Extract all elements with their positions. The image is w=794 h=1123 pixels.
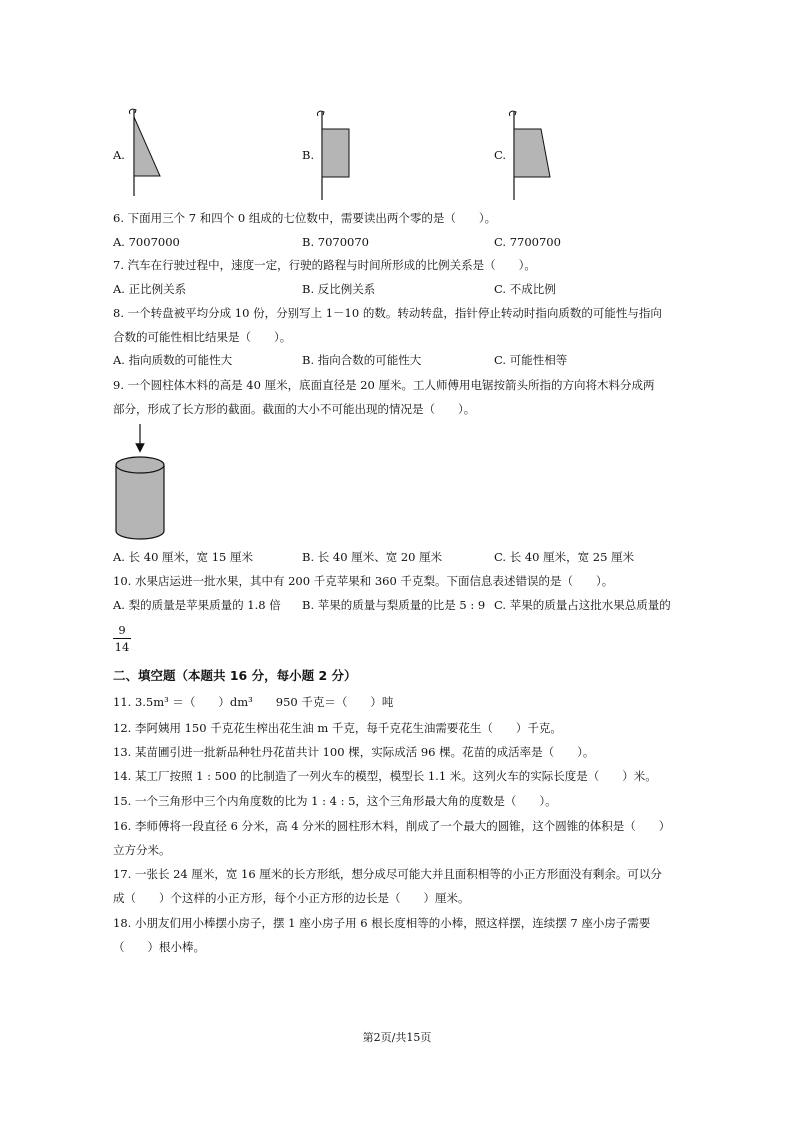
option-a-label: A. <box>113 148 125 162</box>
question-10-option-a: A. 梨的质量是苹果质量的 1.8 倍 <box>113 598 281 612</box>
fraction-numerator: 9 <box>118 623 126 637</box>
fraction-nine-fourteenths <box>113 623 131 654</box>
page-footer: 第2页/共15页 <box>362 1031 432 1044</box>
question-8-option-a: A. 指向质数的可能性大 <box>113 353 233 367</box>
question-6-stem: 6. 下面用三个 7 和四个 0 组成的七位数中，需要读出两个零的是（ ）。 <box>113 211 497 225</box>
option-b-label: B. <box>302 148 315 162</box>
question-9-stem-line2: 部分，形成了长方形的截面。截面的大小不可能出现的情况是（ ）。 <box>113 402 476 416</box>
question-13: 13. 某苗圃引进一批新品种牡丹花苗共计 100 棵，实际成活 96 棵。花苗的成活率是（ ）。 <box>113 745 595 759</box>
question-7-option-a: A. 正比例关系 <box>113 282 187 296</box>
question-9-option-c: C. 长 40 厘米，宽 25 厘米 <box>494 550 635 564</box>
question-7-stem: 7. 汽车在行驶过程中，速度一定，行驶的路程与时间所形成的比例关系是（ ）。 <box>113 258 536 272</box>
question-14: 14. 某工厂按照 1 : 500 的比制造了一列火车的模型，模型长 1.1 米。这列火车的实际长度是（ ）米。 <box>113 769 657 783</box>
question-8-option-c: C. 可能性相等 <box>494 353 568 367</box>
question-16-line2: 立方分米。 <box>113 843 171 857</box>
figure-b-rectangle <box>314 108 364 200</box>
question-8-option-b: B. 指向合数的可能性大 <box>302 353 422 367</box>
question-9-option-a: A. 长 40 厘米，宽 15 厘米 <box>113 550 254 564</box>
question-18-line1: 18. 小朋友们用小棒摆小房子，摆 1 座小房子用 6 根长度相等的小棒，照这样摆，连续摆 7 座小房子需要 <box>113 916 651 930</box>
question-10-option-c: C. 苹果的质量占这批水果总质量的 <box>494 598 671 612</box>
figure-c-trapezoid <box>506 108 566 200</box>
cylinder-figure <box>114 424 170 544</box>
question-15: 15. 一个三角形中三个内角度数的比为 1 : 4 : 5，这个三角形最大角的度数是（ ）。 <box>113 794 557 808</box>
question-17-line1: 17. 一张长 24 厘米，宽 16 厘米的长方形纸，想分成尽可能大并且面积相等的小正方形面没有剩余。可以分 <box>113 867 662 881</box>
question-16-line1: 16. 李师傅将一段直径 6 分米，高 4 分米的圆柱形木料，削成了一个最大的圆锥，这个圆锥的体积是（ ） <box>113 819 671 833</box>
question-9-option-b: B. 长 40 厘米、宽 20 厘米 <box>302 550 443 564</box>
question-7-option-c: C. 不成比例 <box>494 282 556 296</box>
question-6-option-c: C. 7700700 <box>494 235 561 249</box>
question-6-option-a: A. 7007000 <box>113 235 180 249</box>
section-heading-fill-in: 二、填空题（本题共 16 分，每小题 2 分） <box>113 668 357 683</box>
question-7-option-b: B. 反比例关系 <box>302 282 376 296</box>
question-12: 12. 李阿姨用 150 千克花生榨出花生油 m 千克，每千克花生油需要花生（ ）千克。 <box>113 721 562 735</box>
question-10-stem: 10. 水果店运进一批水果，其中有 200 千克苹果和 360 千克梨。下面信息表述错误的是（ ）。 <box>113 574 614 588</box>
figure-a-triangle <box>126 104 176 196</box>
question-8-stem-line2: 合数的可能性相比结果是（ ）。 <box>113 330 292 344</box>
question-17-line2: 成（ ）个这样的小正方形，每个小正方形的边长是（ ）厘米。 <box>113 891 470 905</box>
question-9-stem-line1: 9. 一个圆柱体木料的高是 40 厘米，底面直径是 20 厘米。工人师傅用电锯按箭头所指的方向将木料分成两 <box>113 378 655 392</box>
question-11: 11. 3.5m³ ＝（ ）dm³ 950 千克＝（ ）吨 <box>113 695 394 709</box>
option-c-label: C. <box>494 148 507 162</box>
question-8-stem-line1: 8. 一个转盘被平均分成 10 份，分别写上 1－10 的数。转动转盘，指针停止转动时指向质数的可能性与指向 <box>113 306 662 320</box>
fraction-denominator: 14 <box>114 640 130 654</box>
question-18-line2: （ ）根小棒。 <box>113 940 205 954</box>
question-6-option-b: B. 7070070 <box>302 235 369 249</box>
question-10-option-b: B. 苹果的质量与梨质量的比是 5 : 9 <box>302 598 486 612</box>
fraction-bar <box>113 638 131 639</box>
